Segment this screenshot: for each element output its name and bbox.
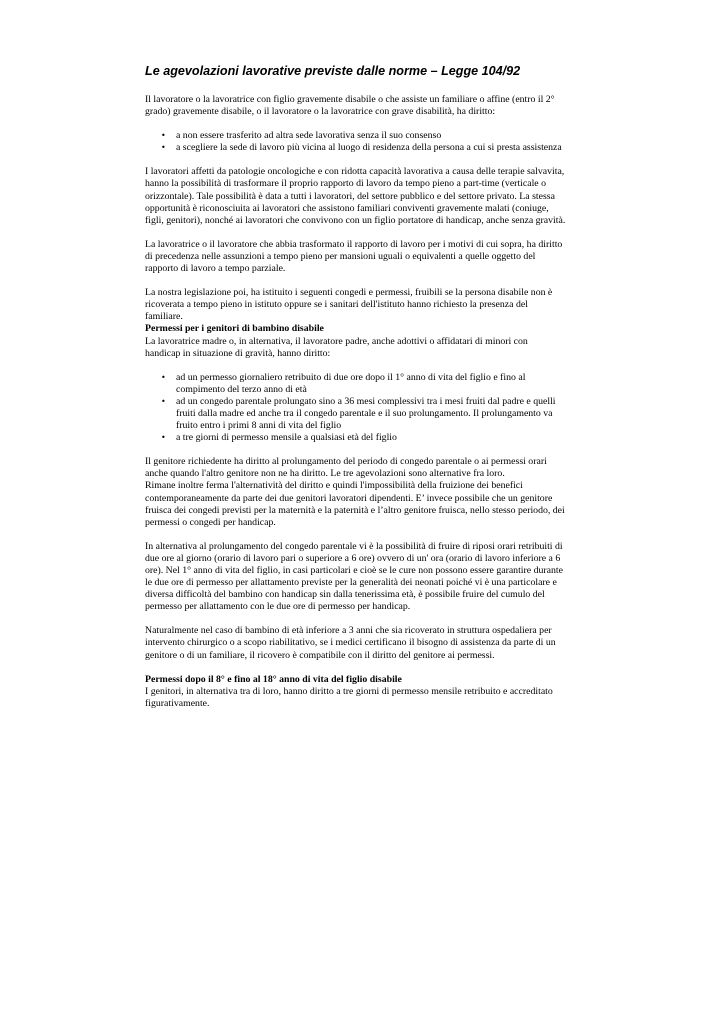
text-line: • ad un congedo parentale prolungato sino a 36 mesi complessivi tra i mesi fruiti dal padre e quelli <box>176 395 556 407</box>
document-body <box>145 64 589 722</box>
text-line: orizzontale). Tale possibilità è data a tutti i lavoratori, del settore pubblico e del settore privato. La stessa <box>145 190 555 202</box>
section-parents <box>145 323 589 359</box>
intro-bullet-list <box>145 130 589 154</box>
text-line: compimento del terzo anno di età <box>176 383 307 395</box>
text-line: opportunità è riconosciuita ai lavoratori che assistono familiari conviventi gravemente malati (coniuge, <box>145 202 549 214</box>
text-line: grado) gravemente disabile, o il lavoratore o la lavoratrice con grave disabilità, ha diritto: <box>145 106 496 118</box>
alternative-paragraph <box>145 541 589 614</box>
text-line: Il genitore richiedente ha diritto al prolungamento del periodo di congedo parentale o ai permessi orari <box>145 456 547 468</box>
legislation-paragraph <box>145 287 589 323</box>
text-line: hanno la possibilità di trasformare il proprio rapporto di lavoro da tempo pieno a part-time (verticale o <box>145 178 547 190</box>
text-line: rapporto di lavoro a tempo parziale. <box>145 263 286 275</box>
text-line: intervento chirurgico o a scopo riabilitativo, se i medici certificano il bisogno di assistenza da parte di un <box>145 637 556 649</box>
parent-right-paragraph <box>145 456 589 529</box>
text-line: • a non essere trasferito ad altra sede lavorativa senza il suo consenso <box>176 130 442 142</box>
text-line: figurativamente. <box>145 697 210 709</box>
list-item <box>145 396 589 432</box>
section-heading: Permessi per i genitori di bambino disabile <box>145 323 324 335</box>
text-line: Rimane inoltre ferma l'alternatività del diritto e quindi l'impossibilità della fruizione dei benefici <box>145 480 523 492</box>
text-line: I genitori, in alternativa tra di loro, hanno diritto a tre giorni di permesso mensile retribuito e accreditato <box>145 685 553 697</box>
text-line: I lavoratori affetti da patologie oncologiche e con ridotta capacità lavorativa a causa delle terapie salvavita, <box>145 166 565 178</box>
text-line: genitore o di un familiare, il ricovero è compatibile con il diritto del genitore ai permessi. <box>145 649 495 661</box>
precedence-paragraph <box>145 239 589 275</box>
text-line: permessi o congedi per handicap. <box>145 516 276 528</box>
text-line: La lavoratrice madre o, in alternativa, il lavoratore padre, anche adottivi o affidatari di minori con <box>145 335 528 347</box>
text-line: figli, genitori), nonché ai lavoratori che convivono con un figlio portatore di handicap, anche senza gravità. <box>145 214 566 226</box>
text-line: contemporaneamente da parte dei due genitori lavoratori dipendenti. E’ invece possibile che un genitore <box>145 492 553 504</box>
text-line: ore). Nel 1° anno di vita del figlio, in casi particolari e cioè se le cure non possono essere garantire durante <box>145 565 563 576</box>
text-line: handicap in situazione di gravità, hanno diritto: <box>145 347 331 359</box>
text-line: In alternativa al prolungamento del congedo parentale vi è la possibilità di fruire di riposi orari retribuiti di <box>145 540 563 552</box>
oncologic-paragraph <box>145 166 589 226</box>
text-line: • a scegliere la sede di lavoro più vicina al luogo di residenza della persona a cui si presta assistenza <box>176 142 562 154</box>
list-item <box>145 142 589 154</box>
text-line: familiare. <box>145 311 183 323</box>
text-line: fruisca dei congedi previsti per la maternità e la paternità e l’altro genitore fruisca, nello stesso periodo, dei <box>145 504 565 516</box>
text-line: La nostra legislazione poi, ha istituito i seguenti congedi e permessi, fruibili se la persona disabile non è <box>145 287 553 299</box>
text-line: La lavoratrice o il lavoratore che abbia trasformato il rapporto di lavoro per i motivi di cui sopra, ha diritto <box>145 238 563 250</box>
text-line: Naturalmente nel caso di bambino di età inferiore a 3 anni che sia ricoverato in struttura ospedaliera per <box>145 625 552 637</box>
intro-paragraph <box>145 94 589 118</box>
text-line: • ad un permesso giornaliero retribuito di due ore dopo il 1° anno di vita del figlio e fino al <box>176 371 526 383</box>
text-line: Il lavoratore o la lavoratrice con figlio gravemente disabile o che assiste un familiare o affine (entro il 2° <box>145 94 555 105</box>
text-line: due ore al giorno (orario di lavoro pari o superiore a 6 ore) ovvero di un' ora (orario di lavoro inferiore a 6 <box>145 552 561 564</box>
list-item <box>145 372 589 396</box>
parents-bullet-list <box>145 372 589 445</box>
text-line: anche quando l'altro genitore non ne ha diritto. Le tre agevolazioni sono alternative fra loro. <box>145 468 505 480</box>
page-title: Le agevolazioni lavorative previste dalle norme – Legge 104/92 <box>145 64 521 78</box>
list-item <box>145 432 589 444</box>
text-line: diversa difficoltà del bambino con handicap sin dalla tenerissima età, è possibile fruire del cumulo del <box>145 589 545 601</box>
text-line: fruito entro i primi 8 anni di vita del figlio <box>176 420 342 432</box>
text-line: le due ore di permesso per allattamento previste per la generalità dei neonati poiché vi è una particolare e <box>145 577 557 589</box>
text-line: ricoverata a tempo pieno in istituto oppure se i sanitari dell'istituto hanno richiesto la presenza del <box>145 299 528 311</box>
text-line: permesso per allattamento con le due ore di permesso per handicap. <box>145 601 411 613</box>
list-item <box>145 130 589 142</box>
section-heading: Permessi dopo il 8° e fino al 18° anno di vita del figlio disabile <box>145 673 402 685</box>
text-line: di precedenza nelle assunzioni a tempo pieno per mansioni uguali o equivalenti a quelle oggetto del <box>145 250 536 262</box>
hospital-paragraph <box>145 625 589 661</box>
text-line: fruiti dalla madre ed anche tra il congedo parentale e il suo prolungamento. Il prolungamento va <box>176 407 553 419</box>
section-older-children <box>145 674 589 710</box>
text-line: • a tre giorni di permesso mensile a qualsiasi età del figlio <box>176 432 397 444</box>
